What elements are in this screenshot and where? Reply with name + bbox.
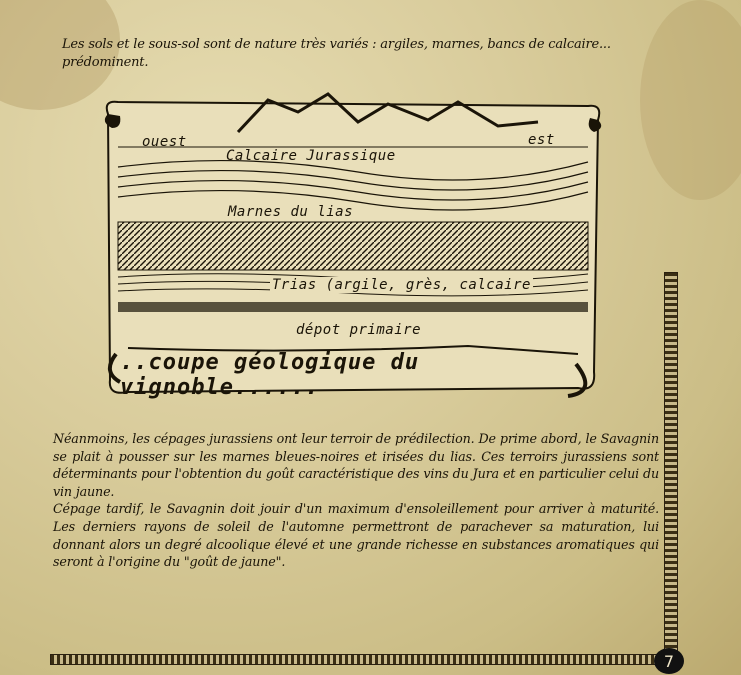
east-label: est <box>528 132 555 148</box>
layer-trias-label: Trias (argile, grès, calcaire <box>272 277 531 293</box>
geological-section-illustration <box>98 92 608 412</box>
page-number: 7 <box>654 648 684 674</box>
decorative-vertical-border <box>664 272 678 656</box>
intro-text: Les sols et le sous-sol sont de nature très variés : argiles, marnes, bancs de calcaire... prédominent. <box>62 37 611 70</box>
paragraph-1: Néanmoins, les cépages jurassiens ont leur terroir de prédilection. De prime abord, le Savagnin se plait à pousser sur les marnes bleues-noires et irisées du lias. Ces terroirs jurassiens sont déterminants pour l'obtention du goût caractéristique des vins du Jura et en particulier celui du vin jaune. <box>53 431 659 499</box>
paragraph-2: Cépage tardif, le Savagnin doit jouir d'un maximum d'ensoleillement pour arriver à maturité. Les derniers rayons de soleil de l'automne permettront de parachever sa maturation, lui donnant alors un degré alcoolique élevé et une grande richesse en substances aromatiques qui seront à l'origine du "goût de jaune". <box>53 501 659 570</box>
paper-stain <box>640 0 741 200</box>
body-text <box>53 430 659 571</box>
illustration-caption: ..coupe géologique du vignoble...... <box>120 350 420 400</box>
west-label: ouest <box>142 134 187 150</box>
layer-depot-label: dépot primaire <box>296 322 422 338</box>
decorative-horizontal-border <box>50 654 670 665</box>
layer-marnes-label: Marnes du lias <box>228 204 354 220</box>
layer-calcaire-label: Calcaire Jurassique <box>226 148 396 164</box>
